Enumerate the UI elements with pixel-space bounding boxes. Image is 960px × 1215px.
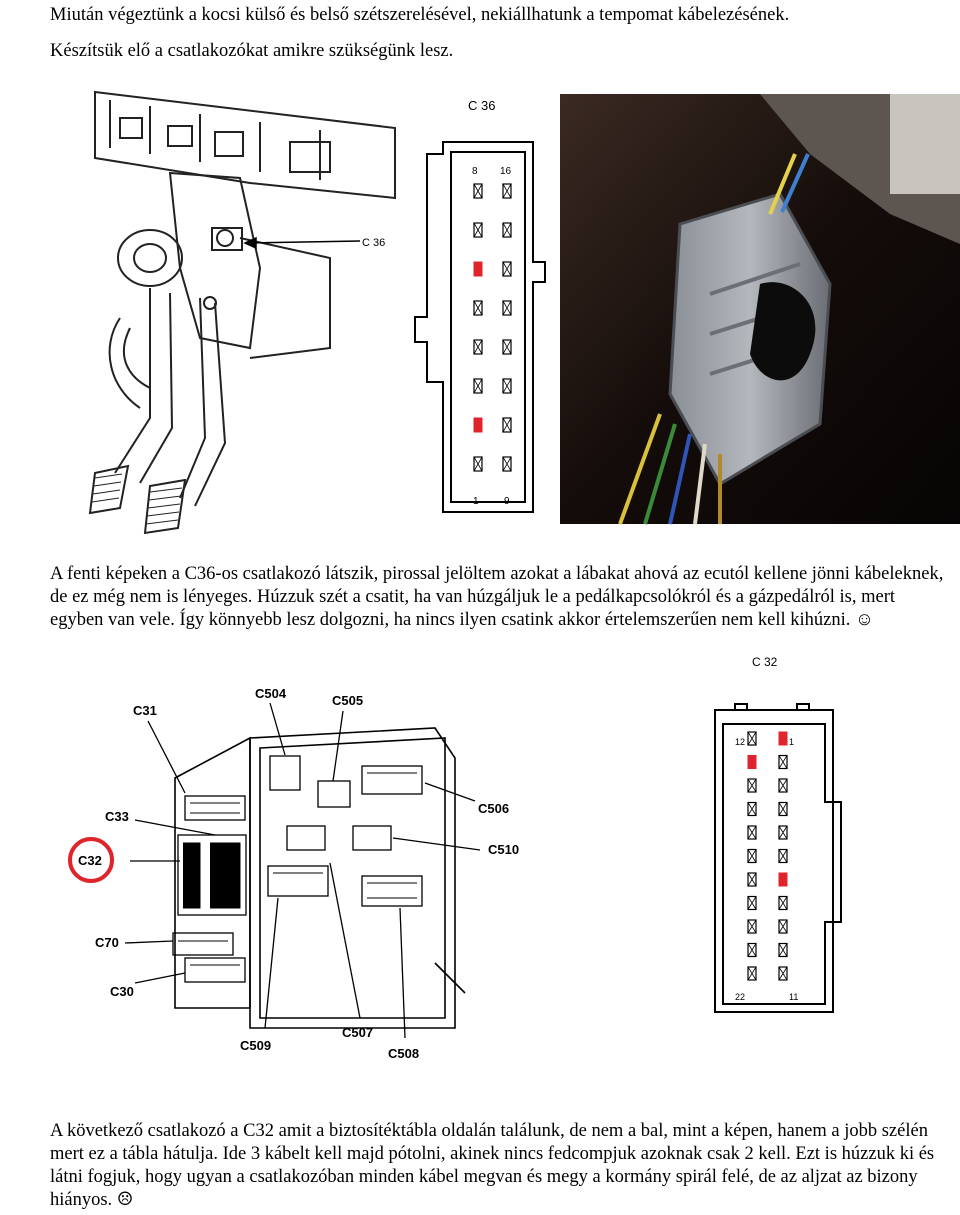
c32-pin-11-label: 11 <box>789 992 799 1002</box>
c36-pin <box>474 418 482 432</box>
c32-title: C 32 <box>752 655 778 669</box>
prepare-connectors-paragraph: Készítsük elő a csatlakozókat amikre szükségünk lesz. <box>50 41 454 61</box>
c70-label: C70 <box>95 935 119 950</box>
pedal-assembly-drawing <box>0 88 400 543</box>
c36-connector-photo <box>560 94 960 524</box>
c32-pin <box>779 873 787 886</box>
c507-label: C507 <box>342 1025 374 1040</box>
c32-pin-1-label: 1 <box>789 737 795 747</box>
c36-pin <box>474 262 482 276</box>
c36-pin-8-label: 8 <box>472 166 478 177</box>
c30-label: C30 <box>110 984 134 999</box>
c32-pinout-diagram <box>705 652 845 1017</box>
c32-pin-22-label: 22 <box>735 992 746 1002</box>
c33-label: C33 <box>105 809 129 824</box>
c32-description-paragraph: A következő csatlakozó a C32 amit a biztosítéktábla oldalán találunk, de nem a bal, mint a képen, hanem a jobb szélén mert ez a tábla hátulja. Ide 3 kábelt kell majd pótolni, akinek nincs fedcompjuk azoknak csak 2 kell. Ezt is húzzuk ki és látni fogjuk, hogy ugyan a csatlakozóban minden kábel megvan és megy a kormány spirál felé, de az aljzat az bizony hiányos. ☹ <box>50 1121 935 1210</box>
pedal-c36-label: C 36 <box>362 237 386 249</box>
c36-pin-16-label: 16 <box>500 166 512 177</box>
c32-pin-grid <box>748 732 787 980</box>
c505-label: C505 <box>332 693 364 708</box>
c36-pin-9-label: 9 <box>504 496 510 507</box>
c32-pin-12-label: 12 <box>735 737 746 747</box>
c36-pin-grid <box>474 184 511 471</box>
c509-label: C509 <box>240 1038 272 1053</box>
c31-label: C31 <box>133 703 157 718</box>
c504-label: C504 <box>255 686 287 701</box>
c36-pin-1-label: 1 <box>473 496 479 507</box>
c510-label: C510 <box>488 842 520 857</box>
c32-pin <box>748 756 756 769</box>
c36-pinout-diagram <box>405 92 555 522</box>
intro-paragraph: Miután végeztünk a kocsi külső és belső szétszerelésével, nekiállhatunk a tempomat kábelezésének. <box>50 5 790 25</box>
c36-title: C 36 <box>468 98 496 113</box>
c506-label: C506 <box>478 801 510 816</box>
c508-label: C508 <box>388 1046 420 1061</box>
c36-description-paragraph: A fenti képeken a C36-os csatlakozó látszik, pirossal jelöltem azokat a lábakat ahová az ecutól kellene jönni kábeleknek, de ez még nem is lényeges. Húzzuk szét a csatit, ha van húzgáljuk le a pedálkapcsolókról és a gázpedálról is, mert egyben van vele. Így könnyebb lesz dolgozni, ha nincs ilyen csatink akkor értelemszerűen nem kell kihúzni. ☺ <box>50 564 944 630</box>
fuse-box-diagram <box>60 683 520 1063</box>
c32-pin <box>779 732 787 745</box>
c32-label: C32 <box>78 853 102 868</box>
